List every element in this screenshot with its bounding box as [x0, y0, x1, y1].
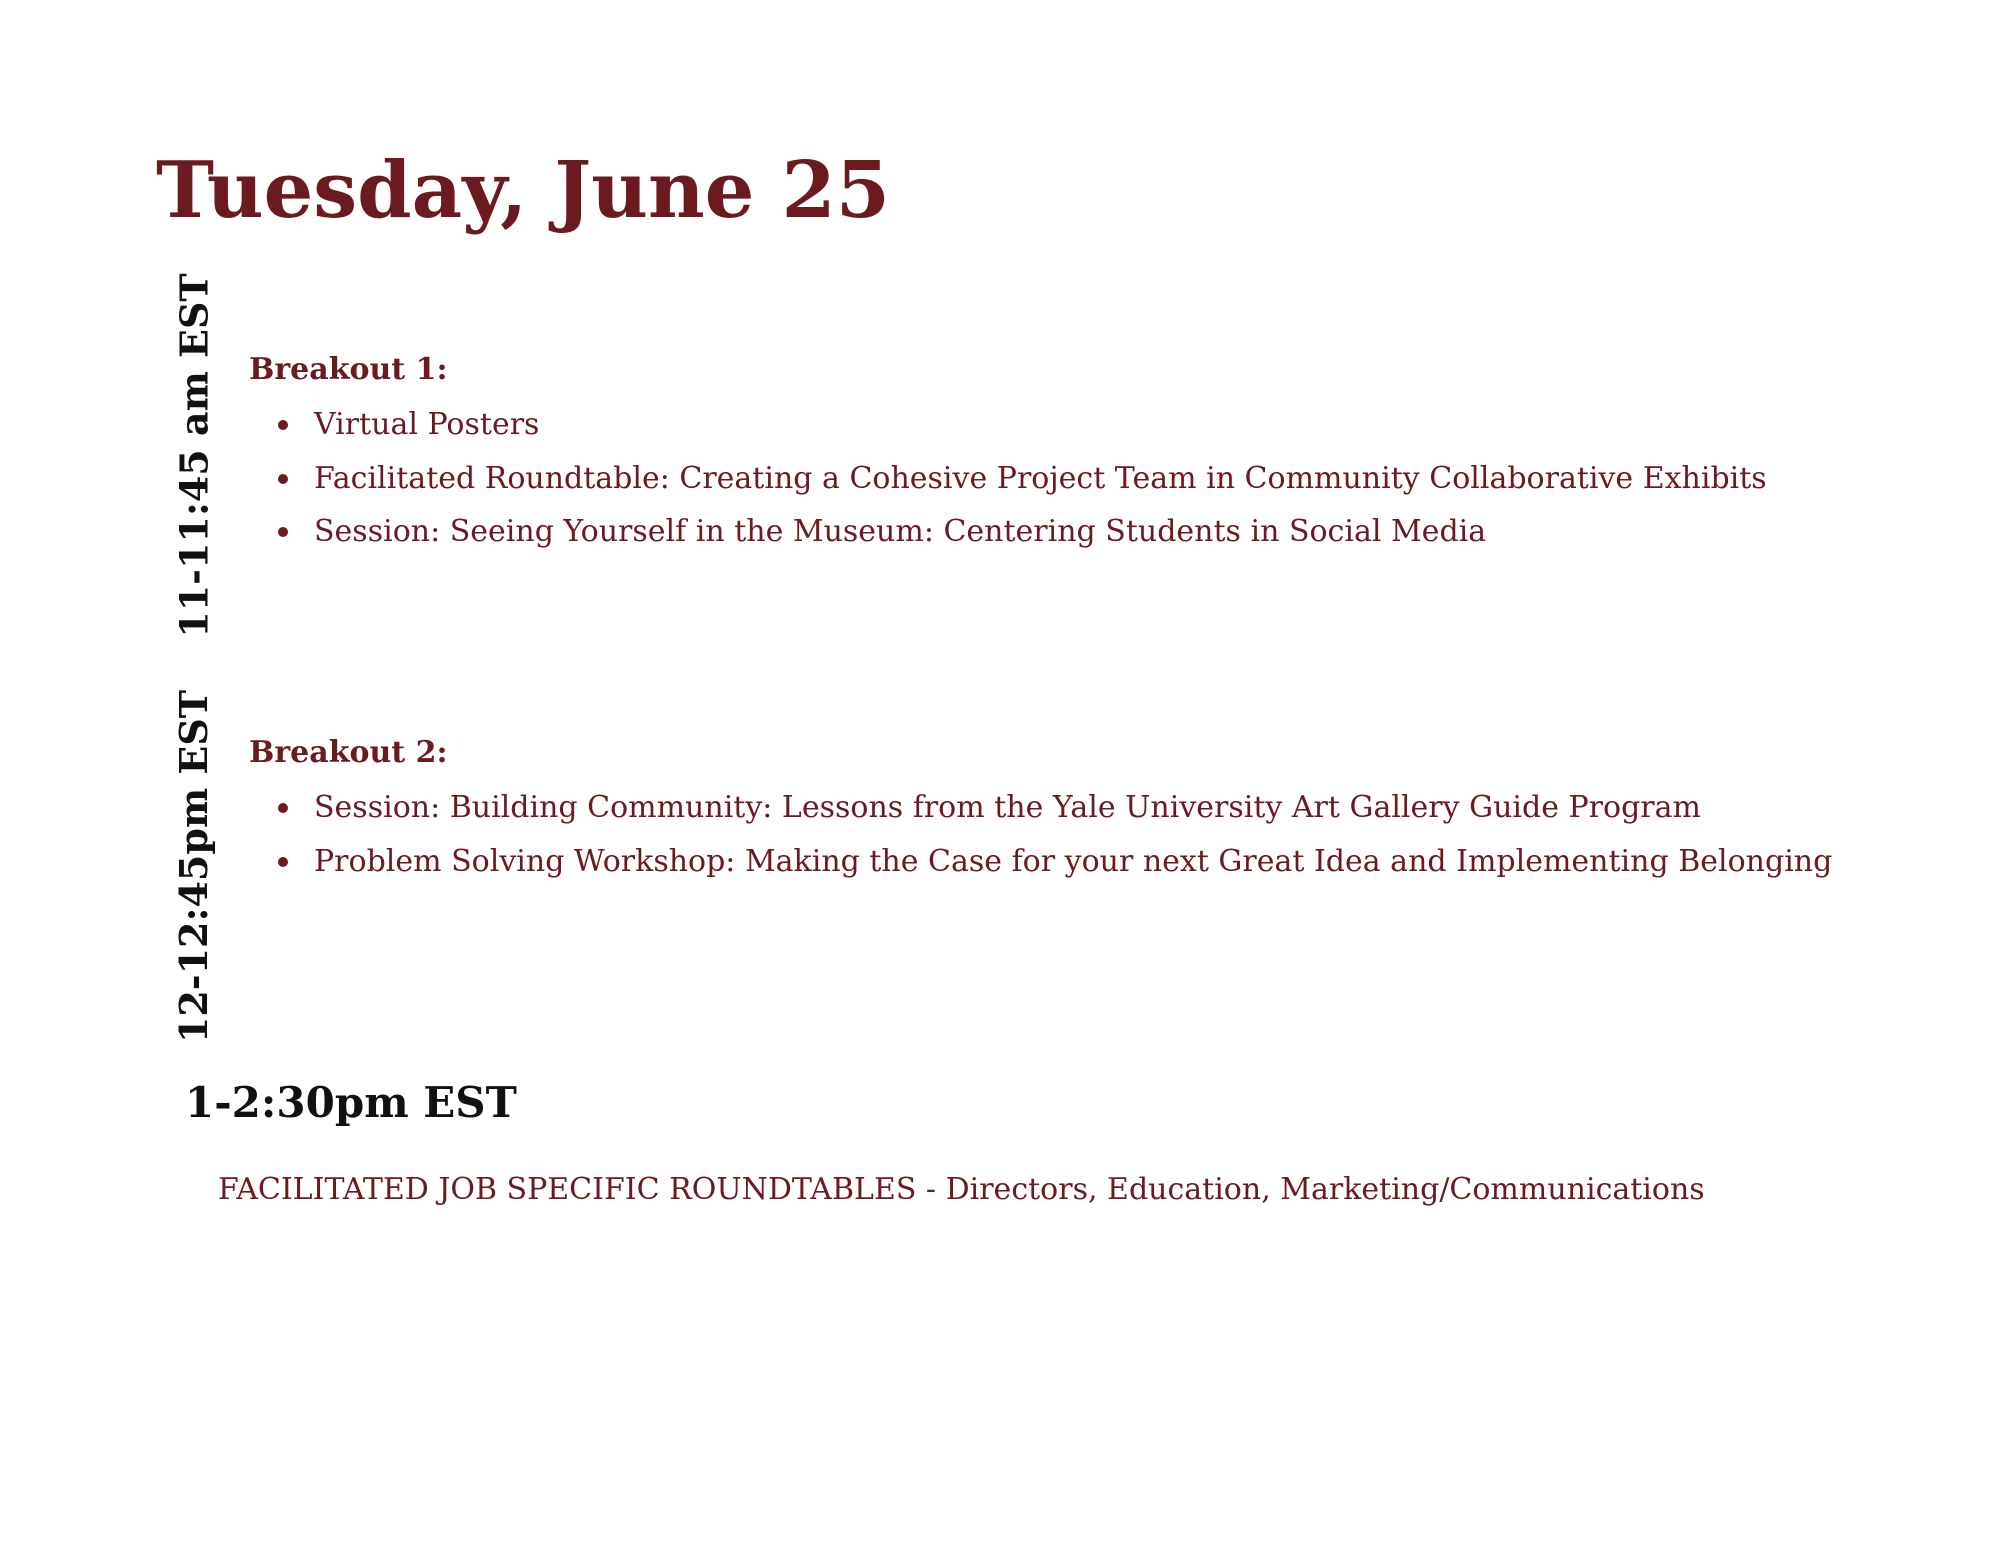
list-item-text: Session: Building Community: Lessons from the Yale University Art Gallery Guide Program [314, 790, 1701, 825]
roundtables-description: FACILITATED JOB SPECIFIC ROUNDTABLES - Directors, Education, Marketing/Communications [218, 1172, 1705, 1207]
time-slot-2-label [154, 689, 234, 1043]
time-slot-1-label [154, 272, 234, 638]
list-item-text: Facilitated Roundtable: Creating a Cohesive Project Team in Community Collaborative Exhibits [314, 460, 1767, 496]
bullet-icon [278, 803, 288, 813]
breakout-2-list [249, 781, 1832, 888]
breakout-1-section [249, 348, 1767, 559]
bullet-icon [278, 857, 288, 867]
breakout-2-section [249, 731, 1832, 888]
list-item [249, 505, 1767, 559]
list-item-text: Session: Seeing Yourself in the Museum: Centering Students in Social Media [314, 514, 1487, 549]
list-item-text: Problem Solving Workshop: Making the Case for your next Great Idea and Implementing Belonging [314, 843, 1833, 879]
bullet-icon [278, 420, 288, 430]
list-item [249, 452, 1767, 506]
page-title: Tuesday, June 25 [156, 145, 891, 236]
breakout-2-heading: Breakout 2: [249, 735, 448, 770]
list-item-text: Virtual Posters [314, 407, 540, 442]
time-slot-2-text: 12-12:45pm EST [171, 689, 217, 1043]
breakout-1-heading: Breakout 1: [249, 352, 448, 387]
bullet-icon [278, 474, 288, 484]
time-slot-1-text: 11-11:45 am EST [171, 272, 217, 638]
time-slot-3-label: 1-2:30pm EST [185, 1078, 517, 1127]
breakout-1-list [249, 398, 1767, 559]
list-item [249, 781, 1832, 835]
list-item [249, 835, 1832, 889]
bullet-icon [278, 527, 288, 537]
list-item [249, 398, 1767, 452]
